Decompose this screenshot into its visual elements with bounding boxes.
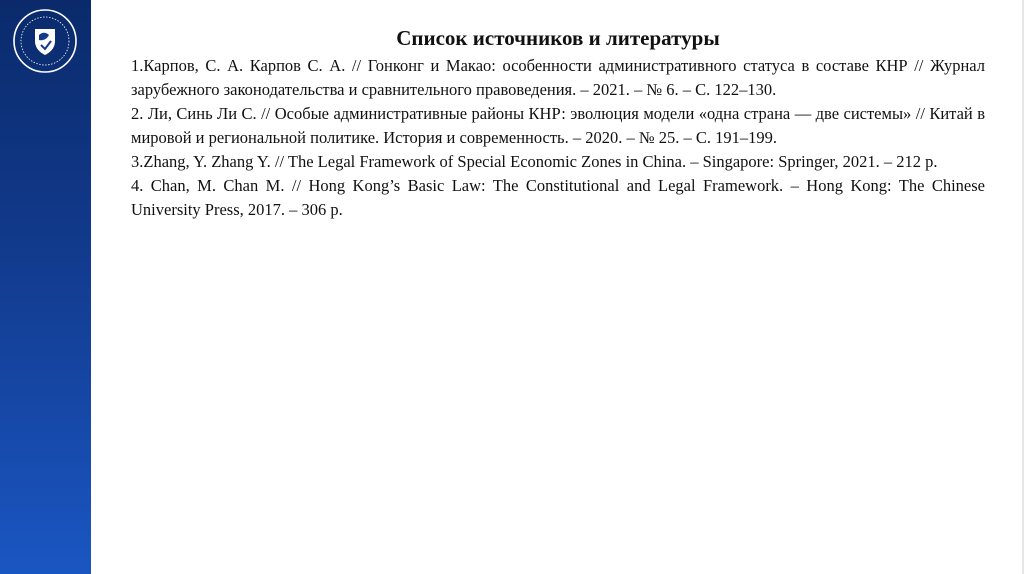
university-emblem-icon (11, 7, 79, 75)
left-sidebar (0, 0, 91, 574)
reference-item-3: 3.Zhang, Y. Zhang Y. // The Legal Framework of Special Economic Zones in China. – Singapore: Springer, 2021. – 212 p. (131, 152, 938, 171)
reference-item-1: 1.Карпов, С. А. Карпов С. А. // Гонконг и Макао: особенности административного статуса в составе КНР // Журнал зарубежного законодательства и сравнительного правоведения. – 2021. – № 6. – С. 122–130. (131, 56, 985, 99)
reference-item-4: 4. Chan, M. Chan M. // Hong Kong’s Basic Law: The Constitutional and Legal Framework. – Hong Kong: The Chinese University Press, 2017. – 306 p. (131, 176, 985, 219)
slide-title: Список источников и литературы (396, 26, 720, 50)
reference-item-2: 2. Ли, Синь Ли С. // Особые административные районы КНР: эволюция модели «одна страна — две системы» // Китай в мировой и региональной политике. История и современность. – 2020. – № 25. – С. 191–199. (131, 104, 985, 147)
slide-content (131, 24, 985, 222)
